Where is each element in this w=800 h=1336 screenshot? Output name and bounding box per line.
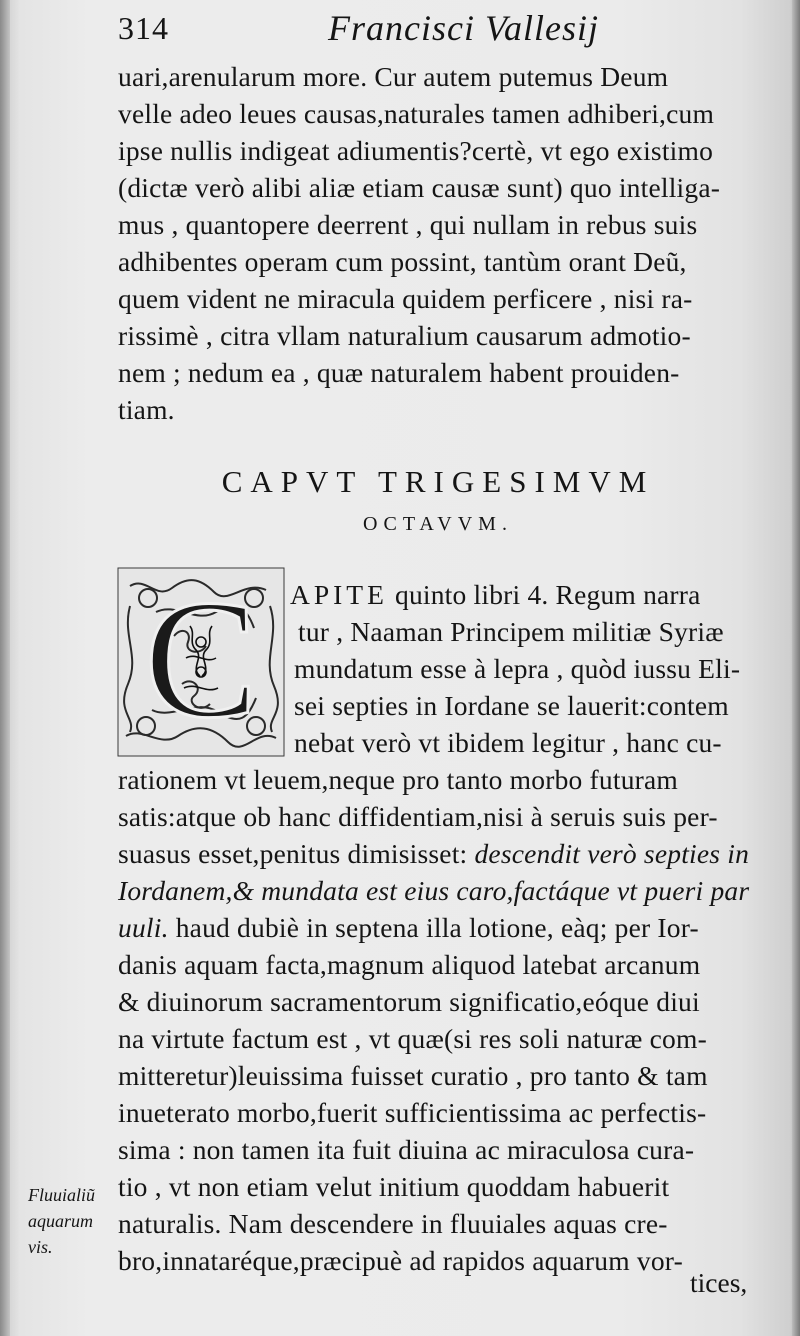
text-line: nem ; nedum ea , quæ naturalem habent prouiden-	[118, 357, 680, 388]
running-head	[118, 4, 638, 48]
text-run: suasus esset,penitus dimisisset:	[118, 838, 475, 869]
margin-note	[28, 1182, 120, 1260]
text-line: velle adeo leues causas,naturales tamen adhiberi,cum	[118, 98, 715, 129]
margin-note-line: Fluuialiũ	[28, 1185, 95, 1205]
text-line: naturalis. Nam descendere in fluuiales aquas cre-	[118, 1208, 668, 1239]
chapter-subtitle: OCTAVVM.	[363, 513, 513, 535]
text-line: rissimè , citra vllam naturalium causarum admotio-	[118, 320, 691, 351]
text-line: mundatum esse à lepra , quòd iussu Eli-	[294, 653, 741, 684]
text-line: uari,arenularum more. Cur autem putemus Deum	[118, 61, 669, 92]
chapter-title: CAPVT TRIGESIMVM	[221, 464, 655, 499]
catchword: tices,	[690, 1267, 748, 1298]
page-number: 314	[118, 10, 169, 46]
running-title: Francisci Vallesij	[328, 8, 599, 48]
quotation-text: uuli.	[118, 912, 169, 943]
text-line: adhibentes operam cum possint, tantùm orant Deũ,	[118, 246, 687, 277]
opening-line-rest: quinto libri 4. Regum narra	[387, 579, 701, 610]
text-line	[118, 837, 749, 871]
text-line: tur , Naaman Principem militiæ Syriæ	[298, 616, 724, 647]
text-run: haud dubiè in septena illa lotione, eàq; per Ior-	[168, 912, 699, 943]
text-line: ipse nullis indigeat adiumentis?certè, vt ego existimo	[118, 135, 714, 166]
text-line: satis:atque ob hanc diffidentiam,nisi à seruis suis per-	[118, 801, 718, 832]
margin-note-line: aquarum	[28, 1211, 94, 1231]
text-line: (dictæ verò alibi aliæ etiam causæ sunt) quo intelliga-	[118, 172, 721, 203]
text-line: tio , vt non etiam velut initium quoddam habuerit	[118, 1171, 670, 1202]
text-line: mus , quantopere deerrent , qui nullam in rebus suis	[118, 209, 698, 240]
decorated-initial-graphic	[116, 566, 286, 758]
text-line: & diuinorum sacramentorum significatio,eóque diui	[118, 986, 700, 1017]
text-line	[118, 911, 699, 945]
text-line: bro,innataréque,præcipuè ad rapidos aquarum vor-	[118, 1245, 683, 1276]
text-line: sei septies in Iordane se lauerit:contem	[294, 690, 729, 721]
text-line: na virtute factum est , vt quæ(si res soli naturæ com-	[118, 1023, 707, 1054]
decorated-initial	[116, 566, 286, 758]
drop-cap-letter: C	[144, 566, 258, 753]
text-line: inueterato morbo,fuerit sufficientissima ac perfectis-	[118, 1097, 707, 1128]
text-line: nebat verò vt ibidem legitur , hanc cu-	[294, 727, 722, 758]
text-line: sima : non tamen ita fuit diuina ac miraculosa cura-	[118, 1134, 695, 1165]
text-line: mitteretur)leuissima fuisset curatio , pro tanto & tam	[118, 1060, 708, 1091]
quotation-text: descendit verò septies in	[474, 838, 750, 869]
text-line	[290, 578, 701, 612]
opening-word: APITE	[290, 579, 388, 610]
margin-note-line: vis.	[28, 1237, 53, 1257]
text-line: danis aquam facta,magnum aliquod latebat arcanum	[118, 949, 701, 980]
text-line: tiam.	[118, 394, 175, 425]
quotation-text: Iordanem,& mundata est eius caro,factáque vt pueri par	[118, 875, 750, 906]
text-line: rationem vt leuem,neque pro tanto morbo futuram	[118, 764, 679, 795]
text-line: quem vident ne miracula quidem perficere , nisi ra-	[118, 283, 693, 314]
